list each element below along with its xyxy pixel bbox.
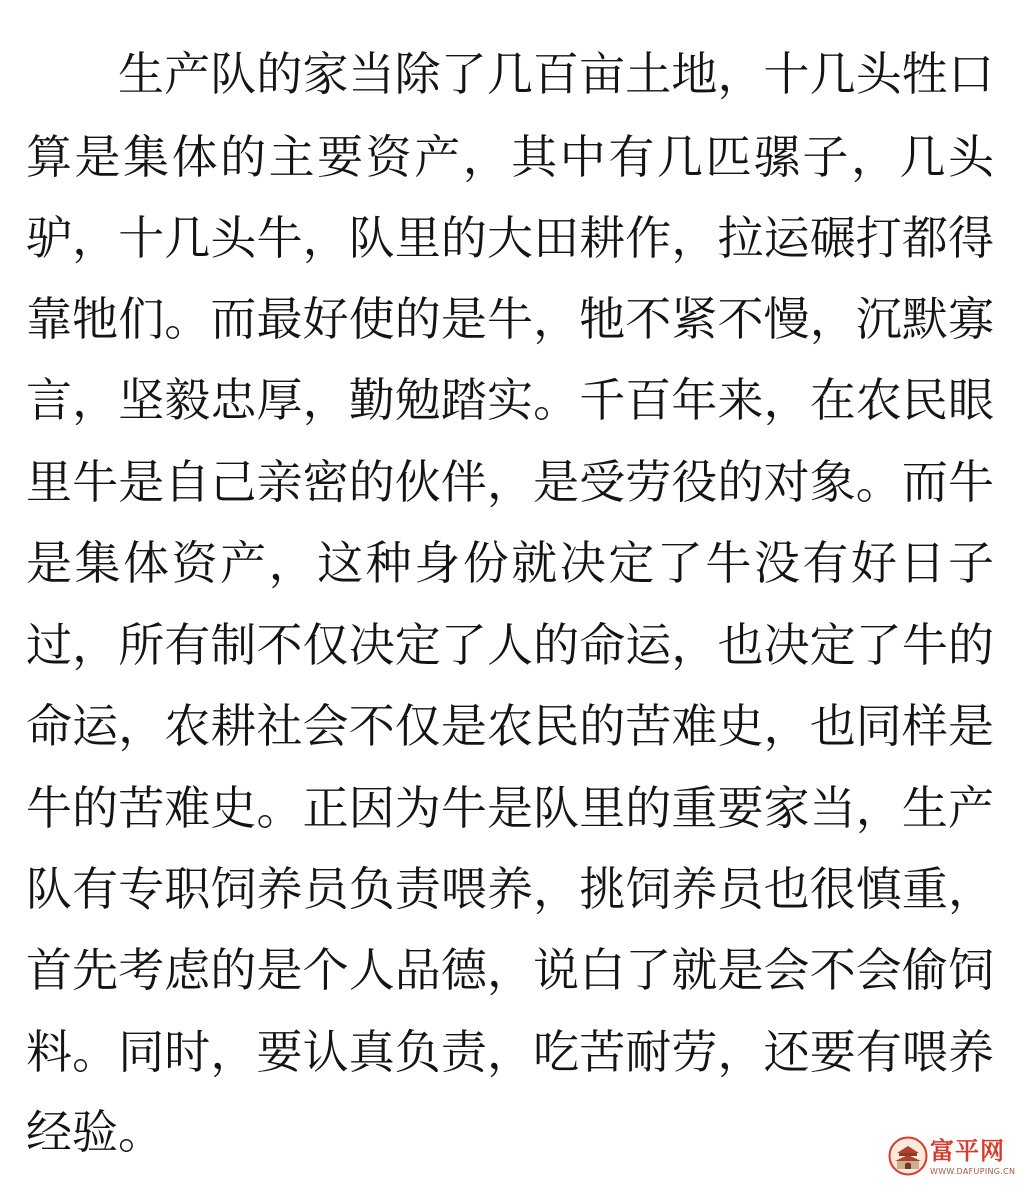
- article-line-10: 牛的苦难史。正因为牛是队里的重要家当，生产: [26, 781, 994, 835]
- article-line-1: 生产队的家当除了几百亩土地，十几头牲口: [118, 47, 994, 101]
- article-line-5: 言，坚毅忠厚，勤勉踏实。千百年来，在农民眼: [26, 373, 994, 427]
- article-line-8: 过，所有制不仅决定了人的命运，也决定了牛的: [26, 618, 994, 672]
- site-watermark: [888, 1136, 1016, 1184]
- article-line-11: 队有专职饲养员负责喂养，挑饲养员也很慎重，: [26, 862, 994, 916]
- article-line-13: 料。同时，要认真负责，吃苦耐劳，还要有喂养: [26, 1025, 994, 1079]
- article-line-4: 靠牠们。而最好使的是牛，牠不紧不慢，沉默寡: [26, 292, 994, 346]
- article-line-6: 里牛是自己亲密的伙伴，是受劳役的对象。而牛: [26, 455, 994, 509]
- watermark-url: WWW.DAFUPING.CN: [930, 1167, 1016, 1176]
- article-line-12: 首先考虑的是个人品德，说白了就是会不会偷饲: [26, 943, 994, 997]
- article-line-14: 经验。: [26, 1105, 164, 1159]
- article-line-9: 命运，农耕社会不仅是农民的苦难史，也同样是: [26, 699, 994, 753]
- article-line-2: 算是集体的主要资产，其中有几匹骡子，几头: [26, 130, 994, 184]
- article-line-7: 是集体资产，这种身份就决定了牛没有好日子: [26, 536, 994, 590]
- city-gate-icon: [888, 1136, 928, 1176]
- watermark-site-name: 富平网: [930, 1137, 1005, 1165]
- article-line-3: 驴，十几头牛，队里的大田耕作，拉运碾打都得: [26, 211, 994, 265]
